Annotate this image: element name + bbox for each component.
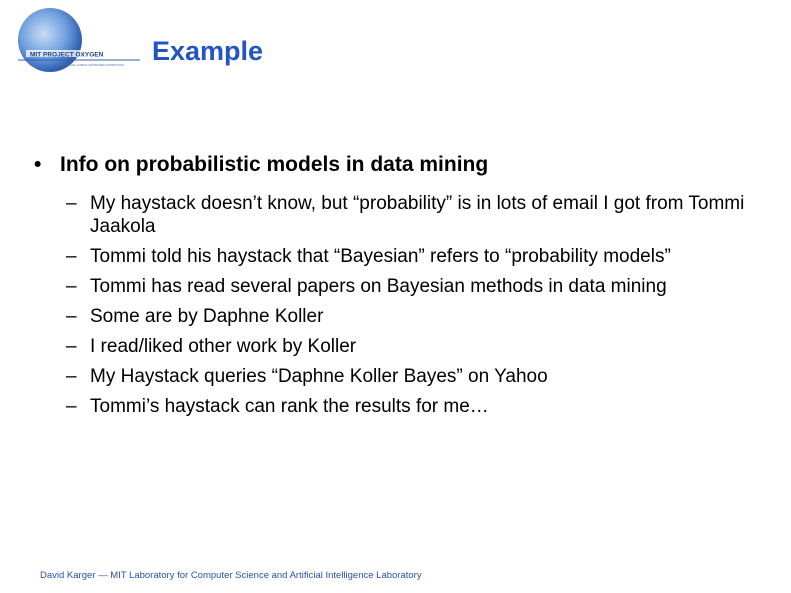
dash-marker: –	[66, 396, 77, 417]
dash-marker: –	[66, 276, 77, 297]
list-item-text: I read/liked other work by Koller	[90, 336, 357, 357]
list-item	[66, 362, 766, 392]
list-item-text: Tommi told his haystack that “Bayesian” refers to “probability models”	[90, 246, 671, 267]
list-item-text: Tommi’s haystack can rank the results for me…	[90, 396, 489, 417]
bullet-dot: •	[34, 153, 42, 176]
list-item	[66, 392, 766, 422]
logo-text: MIT PROJECT OXYGEN	[30, 51, 104, 59]
mit-oxygen-logo	[16, 8, 142, 76]
slide-title: Example	[152, 36, 264, 66]
list-item-text: Tommi has read several papers on Bayesian methods in data mining	[90, 276, 667, 297]
list-item	[66, 332, 766, 362]
list-item-text: My haystack doesn’t know, but “probability” is in lots of email I got from Tommi Jaakola	[90, 193, 745, 237]
logo-tagline: PERVASIVE, HUMAN-CENTERED COMPUTING	[58, 63, 125, 67]
dash-marker: –	[66, 246, 77, 267]
dash-marker: –	[66, 366, 77, 387]
dash-marker: –	[66, 306, 77, 327]
list-item	[66, 242, 766, 272]
list-item-text: My Haystack queries “Daphne Koller Bayes” on Yahoo	[90, 366, 548, 387]
main-bullet-text: Info on probabilistic models in data mining	[60, 153, 489, 176]
sub-bullet-list	[66, 189, 766, 422]
dash-marker: –	[66, 193, 77, 214]
list-item	[66, 189, 766, 242]
list-item	[66, 302, 766, 332]
list-item	[66, 272, 766, 302]
footer-credit: David Karger — MIT Laboratory for Computer Science and Artificial Intelligence Laboratory	[40, 570, 422, 581]
list-item-text: Some are by Daphne Koller	[90, 306, 324, 327]
main-bullet	[34, 153, 754, 177]
dash-marker: –	[66, 336, 77, 357]
